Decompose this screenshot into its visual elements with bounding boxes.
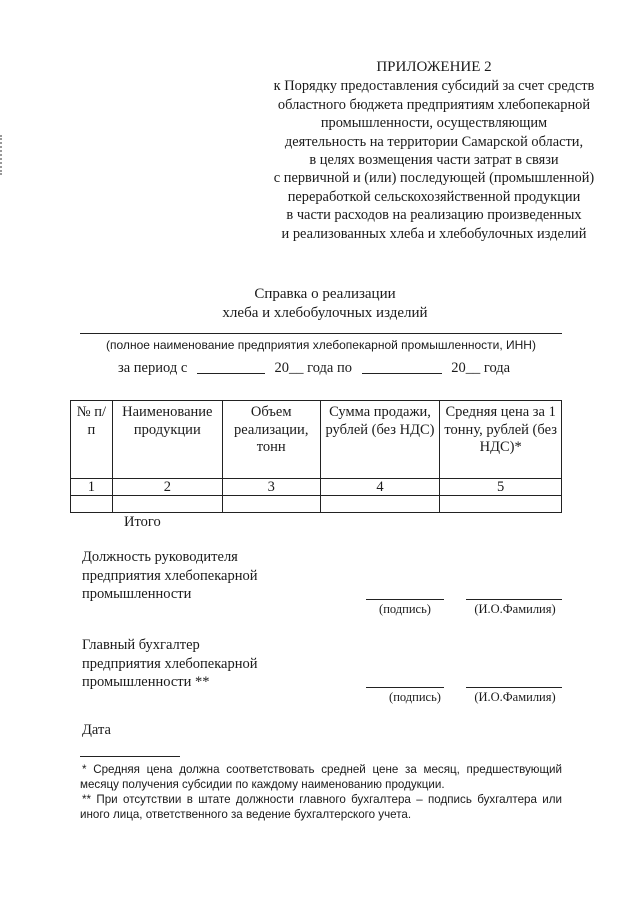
director-signature-line — [366, 599, 444, 600]
footnote-1: * Средняя цена должна соответствовать средней цене за месяц, предшествующий месяцу получения субсидии по каждому наименованию продукции. — [80, 763, 562, 791]
column-number: 2 — [112, 479, 222, 496]
appendix-line: деятельность на территории Самарской области, — [284, 133, 584, 150]
table-column-numbers-row — [71, 479, 562, 496]
footnote-2: ** При отсутствии в штате должности главного бухгалтера – подпись бухгалтера или иного лица, ответственного за ведение бухгалтерского учета. — [80, 793, 562, 821]
accountant-name-label: (И.О.Фамилия) — [474, 690, 556, 704]
period-year-2: 20__ года — [451, 360, 511, 376]
period-start-blank — [197, 359, 265, 374]
column-number: 1 — [71, 479, 113, 496]
period-end-blank — [362, 359, 442, 374]
appendix-header — [250, 58, 618, 243]
column-number: 4 — [320, 479, 440, 496]
appendix-line: к Порядку предоставления субсидий за счет средств — [273, 78, 595, 95]
accountant-name-line — [466, 687, 562, 688]
table-header-row — [71, 401, 562, 479]
table-cell — [71, 496, 113, 513]
director-name-label: (И.О.Фамилия) — [474, 602, 556, 616]
header-cell-product: Наименование продукции — [112, 401, 222, 479]
appendix-line: в части расходов на реализацию произведенных — [286, 207, 582, 224]
table-cell — [440, 496, 562, 513]
table-row — [71, 496, 562, 513]
director-signature-label: (подпись) — [379, 602, 431, 616]
position-line: промышленности ** — [82, 674, 210, 690]
appendix-line: переработкой сельскохозяйственной продукции — [287, 188, 581, 205]
title-line-1: Справка о реализации — [254, 286, 396, 302]
column-number: 5 — [440, 479, 562, 496]
appendix-heading: ПРИЛОЖЕНИЕ 2 — [376, 59, 492, 75]
period-year-1: 20__ года по — [274, 360, 353, 376]
total-label: Итого — [124, 514, 161, 530]
table-cell — [112, 496, 222, 513]
footnote-separator — [80, 756, 180, 757]
header-cell-volume: Объем реализации, тонн — [222, 401, 320, 479]
accountant-signature-label: (подпись) — [389, 690, 441, 704]
table-cell — [320, 496, 440, 513]
position-line: предприятия хлебопекарной — [82, 567, 258, 584]
header-cell-average-price: Средняя цена за 1 тонну, рублей (без НДС)* — [440, 401, 562, 479]
appendix-line: и реализованных хлеба и хлебобулочных изделий — [281, 225, 587, 242]
company-name-caption: (полное наименование предприятия хлебопекарной промышленности, ИНН) — [106, 338, 536, 352]
director-name-line — [466, 599, 562, 600]
position-line: Должность руководителя — [82, 549, 238, 565]
reporting-period — [118, 359, 510, 377]
position-line: Главный бухгалтер — [82, 637, 200, 653]
table-cell — [222, 496, 320, 513]
title-line-2: хлеба и хлебобулочных изделий — [222, 304, 428, 321]
column-number: 3 — [222, 479, 320, 496]
director-position — [82, 548, 258, 604]
position-line: предприятия хлебопекарной — [82, 655, 258, 672]
document-title — [180, 285, 470, 322]
appendix-line: промышленности, осуществляющим — [320, 115, 548, 132]
footnotes — [80, 762, 562, 822]
scan-margin-marks — [0, 135, 6, 175]
date-label: Дата — [82, 722, 111, 738]
appendix-line: в целях возмещения части затрат в связи — [309, 152, 559, 169]
position-line: промышленности — [82, 586, 192, 602]
accountant-signature-line — [366, 687, 444, 688]
sales-table — [70, 400, 562, 513]
period-label: за период с — [118, 360, 188, 376]
company-name-field-line — [80, 333, 562, 334]
header-cell-number: № п/п — [71, 401, 113, 479]
appendix-line: с первичной и (или) последующей (промышленной) — [273, 170, 595, 187]
appendix-line: областного бюджета предприятиям хлебопекарной — [277, 96, 591, 113]
accountant-position — [82, 636, 258, 692]
header-cell-sales-sum: Сумма продажи, рублей (без НДС) — [320, 401, 440, 479]
